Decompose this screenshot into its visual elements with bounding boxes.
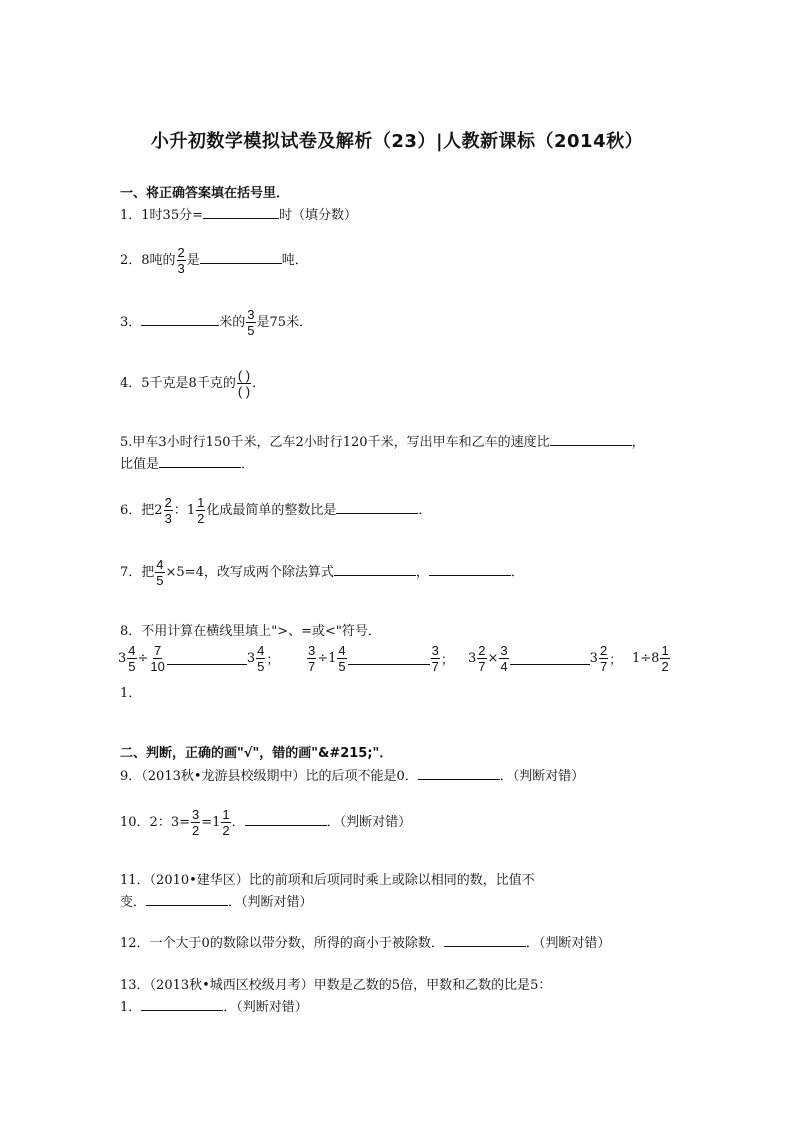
question-text: 6．把 xyxy=(120,503,155,518)
numerator: 3 xyxy=(431,643,439,658)
denominator: 2 xyxy=(661,659,669,674)
denominator: 7 xyxy=(308,659,316,674)
numerator: 2 xyxy=(177,245,185,260)
question-text: ×5=4，改写成两个除法算式 xyxy=(165,565,334,580)
answer-blank[interactable] xyxy=(336,501,418,514)
question-11: 11．（2010•建华区）比的前项和后项同时乘上或除以相同的数，比值不 xyxy=(120,873,535,888)
comparison-3 xyxy=(468,644,622,673)
answer-blank[interactable] xyxy=(200,251,282,264)
question-10 xyxy=(120,808,411,837)
question-text: 化成最简单的整数比是 xyxy=(206,503,337,518)
denominator: 7 xyxy=(431,659,439,674)
question-text: 7．把 xyxy=(120,565,155,580)
question-text: 10．2：3= xyxy=(120,815,190,830)
question-text: ． xyxy=(418,503,432,518)
answer-blank[interactable] xyxy=(334,563,416,576)
section-heading-fill-blank: 一、将正确答案填在括号里． xyxy=(120,186,290,201)
numerator: 4 xyxy=(338,643,346,658)
question-text: 变． xyxy=(120,895,147,910)
question-9 xyxy=(120,765,584,784)
denominator: ( ) xyxy=(237,384,251,399)
numerator: 2 xyxy=(599,643,608,658)
numerator: 7 xyxy=(154,643,162,658)
mixed-integer: 3 xyxy=(246,651,256,666)
fraction xyxy=(155,558,164,587)
question-text: ．（判断对错） xyxy=(499,769,585,784)
denominator: 10 xyxy=(150,659,165,674)
numerator: 2 xyxy=(164,495,172,510)
question-text: 1．1时35分= xyxy=(120,208,203,223)
denominator: 5 xyxy=(156,573,164,588)
question-text: 是75米． xyxy=(256,315,313,330)
question-5 xyxy=(120,431,645,450)
comparison-4 xyxy=(632,644,671,673)
question-text: 4．5千克是8千克的 xyxy=(120,376,236,391)
section-heading-true-false: 二、判断，正确的画"√"，错的画"&#215;"． xyxy=(120,746,393,761)
denominator: 3 xyxy=(177,261,185,276)
denominator: 5 xyxy=(338,659,346,674)
mixed-integer: 2 xyxy=(154,503,163,518)
separator: ； xyxy=(440,653,454,668)
answer-blank[interactable] xyxy=(141,998,223,1011)
mixed-integer: 3 xyxy=(589,651,598,666)
question-text: ： xyxy=(173,503,187,518)
numerator: 3 xyxy=(191,807,200,822)
fraction xyxy=(164,496,173,525)
answer-blank[interactable] xyxy=(203,206,279,219)
denominator: 7 xyxy=(478,659,486,674)
fraction xyxy=(191,808,200,837)
denominator: 2 xyxy=(197,511,205,526)
answer-blank[interactable] xyxy=(141,313,219,326)
question-text: ．（判断对错） xyxy=(223,1000,308,1015)
numerator: 3 xyxy=(308,643,316,658)
question-text: 1÷8 xyxy=(632,651,660,666)
answer-blank[interactable] xyxy=(418,767,500,780)
question-text: ．（判断对错） xyxy=(525,936,611,951)
question-text: ． xyxy=(231,815,245,830)
comparison-2 xyxy=(306,644,454,673)
question-13-cont xyxy=(120,996,308,1015)
mixed-integer: 3 xyxy=(468,651,477,666)
question-4 xyxy=(120,369,265,398)
question-text: 时（填分数） xyxy=(278,208,357,223)
answer-blank[interactable] xyxy=(159,455,241,468)
operator: ÷1 xyxy=(317,651,337,666)
denominator: 2 xyxy=(191,823,200,838)
question-text: ．（判断对错） xyxy=(326,815,412,830)
answer-blank[interactable] xyxy=(510,652,590,665)
fraction xyxy=(127,644,136,673)
separator: ； xyxy=(609,653,623,668)
question-5-cont xyxy=(120,453,254,472)
numerator: 3 xyxy=(247,307,255,322)
answer-blank[interactable] xyxy=(167,652,247,665)
question-text: ， xyxy=(415,565,429,580)
fraction xyxy=(599,644,608,673)
denominator: 5 xyxy=(128,659,136,674)
answer-blank[interactable] xyxy=(444,934,526,947)
question-text: ， xyxy=(631,435,645,450)
question-8-trail: 1． xyxy=(120,686,142,701)
numerator: 4 xyxy=(156,557,164,572)
numerator: 1 xyxy=(197,495,205,510)
question-6 xyxy=(120,496,431,525)
denominator: 5 xyxy=(247,323,255,338)
fraction xyxy=(177,246,186,275)
fraction xyxy=(221,808,230,837)
question-text: 是 xyxy=(186,253,200,268)
fraction xyxy=(256,644,265,673)
question-text: 比值是 xyxy=(120,457,160,472)
numerator: 3 xyxy=(500,643,508,658)
numerator: 1 xyxy=(661,643,669,658)
question-text: 吨． xyxy=(281,253,308,268)
fraction xyxy=(499,644,508,673)
denominator: 3 xyxy=(164,511,172,526)
denominator: 2 xyxy=(222,823,230,838)
answer-blank[interactable] xyxy=(429,563,511,576)
question-text: ． xyxy=(252,376,266,391)
separator: ； xyxy=(266,653,280,668)
answer-blank[interactable] xyxy=(245,813,327,826)
mixed-integer: 3 xyxy=(118,651,127,666)
question-13: 13．（2013秋•城西区校级月考）甲数是乙数的5倍，甲数和乙数的比是5： xyxy=(120,978,552,993)
numerator: 4 xyxy=(257,643,265,658)
question-3 xyxy=(120,308,312,337)
question-text: 2．8吨的 xyxy=(120,253,176,268)
question-text: ． xyxy=(241,457,255,472)
denominator: 4 xyxy=(500,659,508,674)
question-text: ． xyxy=(510,565,524,580)
fraction xyxy=(431,644,440,673)
fraction xyxy=(307,644,316,673)
fraction xyxy=(660,644,669,673)
question-12 xyxy=(120,932,610,951)
question-1 xyxy=(120,204,357,223)
numerator: 4 xyxy=(128,643,136,658)
answer-blank[interactable] xyxy=(550,433,632,446)
question-7 xyxy=(120,558,524,587)
question-11-cont xyxy=(120,891,313,910)
comparison-1 xyxy=(118,644,279,673)
fraction xyxy=(149,644,165,673)
numerator: ( ) xyxy=(237,368,251,383)
question-text: 5.甲车3小时行150千米，乙车2小时行120千米，写出甲车和乙车的速度比 xyxy=(120,435,550,450)
question-text: 米的 xyxy=(219,315,246,330)
question-text: 3． xyxy=(120,315,142,330)
question-text: 9．（2013秋•龙游县校级期中）比的后项不能是0． xyxy=(120,769,418,784)
denominator: 5 xyxy=(257,659,265,674)
fraction xyxy=(477,644,486,673)
fraction xyxy=(196,496,205,525)
operator: × xyxy=(487,651,499,666)
question-text: ．（判断对错） xyxy=(228,895,313,910)
question-text: 12．一个大于0的数除以带分数，所得的商小于被除数． xyxy=(120,936,444,951)
numerator: 1 xyxy=(222,807,230,822)
numerator: 2 xyxy=(478,643,486,658)
fraction-blank[interactable] xyxy=(237,369,251,398)
question-8: 8．不用计算在横线里填上">、=或<"符号． xyxy=(120,624,381,639)
answer-blank[interactable] xyxy=(146,893,228,906)
mixed-integer: 1 xyxy=(186,503,196,518)
question-2 xyxy=(120,246,308,275)
operator: ÷ xyxy=(137,651,149,666)
fraction xyxy=(246,308,255,337)
page-title: 小升初数学模拟试卷及解析（23）|人教新课标（2014秋） xyxy=(150,131,644,152)
fraction xyxy=(337,644,346,673)
question-text: 1． xyxy=(120,1000,142,1015)
denominator: 7 xyxy=(599,659,608,674)
answer-blank[interactable] xyxy=(348,652,430,665)
question-text: =1 xyxy=(201,815,221,830)
